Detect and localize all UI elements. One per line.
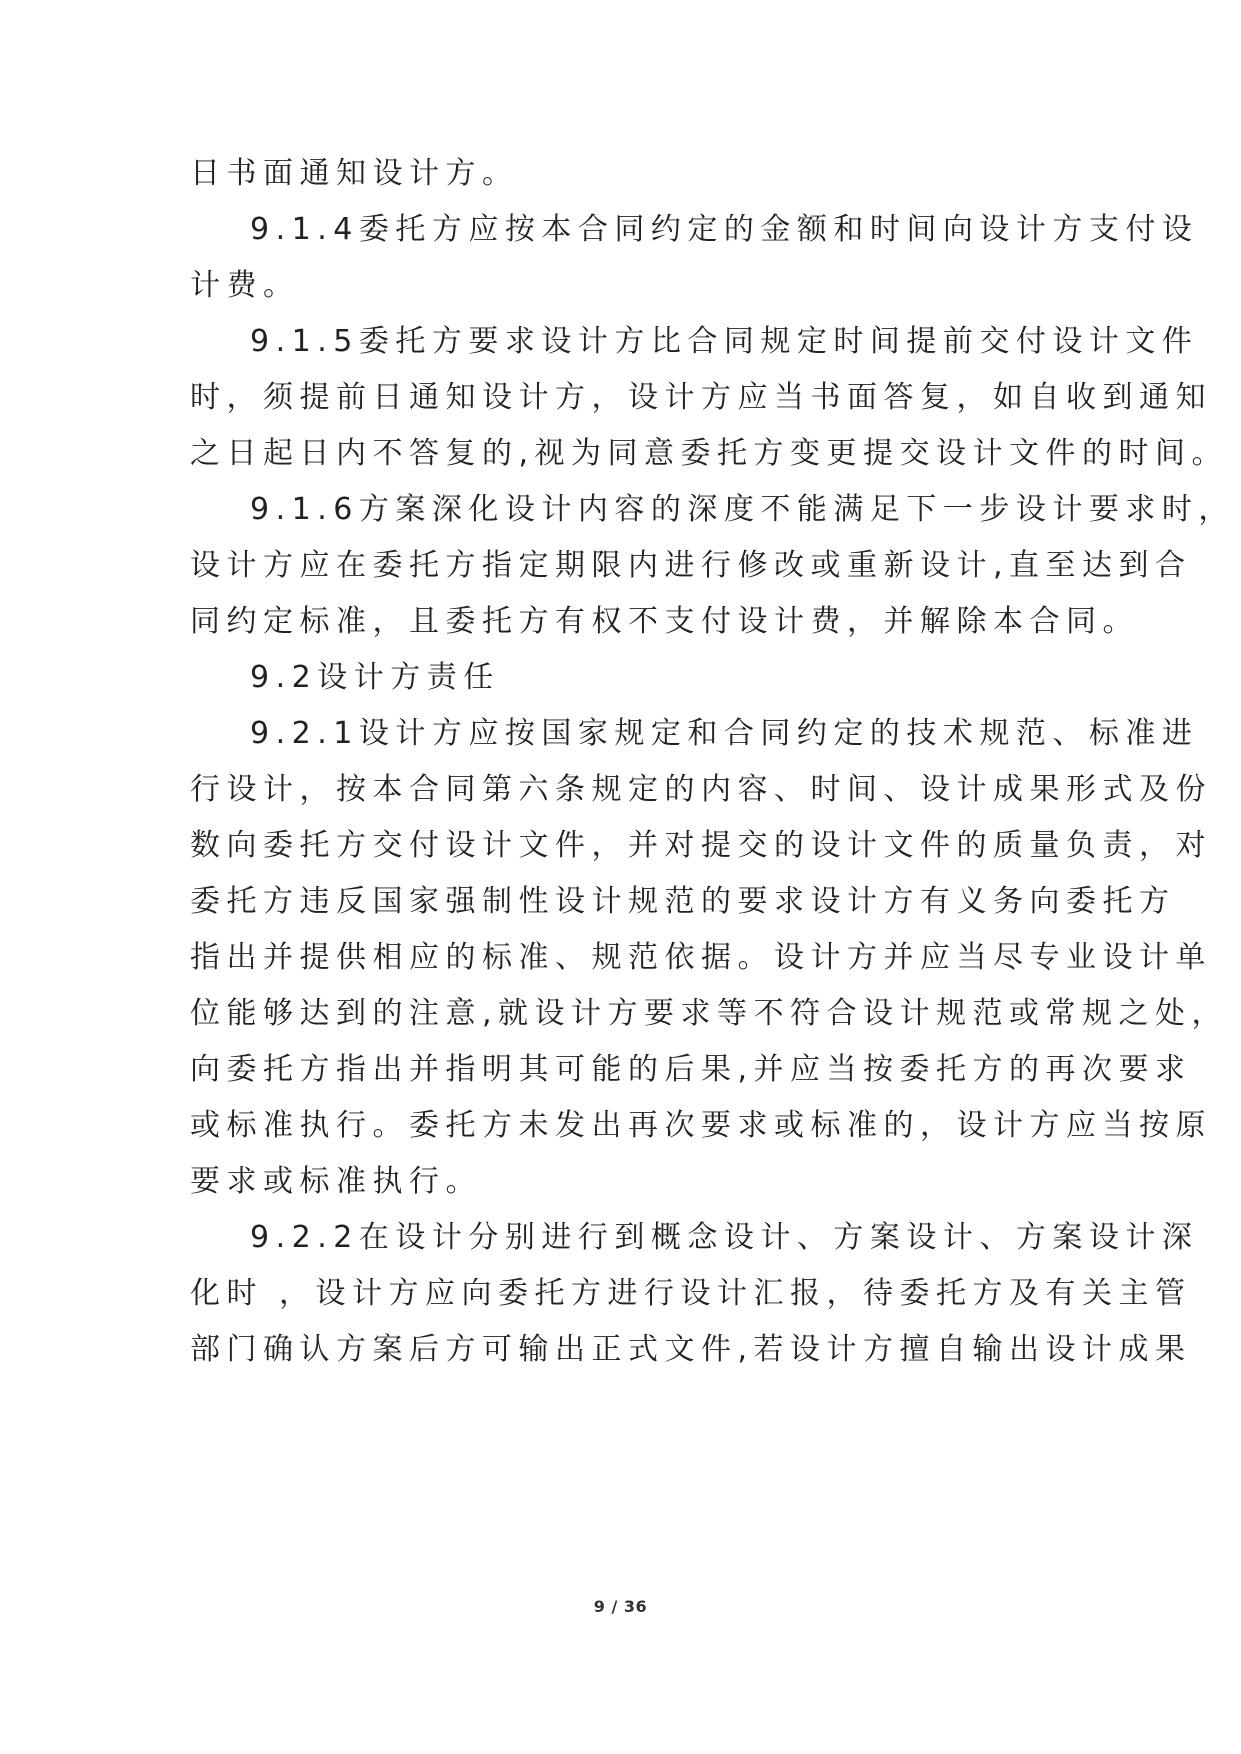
clause-9-1-4: 9.1.4委托方应按本合同约定的金额和时间向设计方支付设 (250, 212, 1199, 247)
section-heading-9-2: 9.2设计方责任 (250, 660, 500, 695)
text-line: 部门确认方案后方可输出正式文件,若设计方擅自输出设计成果 (190, 1332, 1192, 1367)
text-line: 时，须提前日通知设计方，设计方应当书面答复，如自收到通知 (190, 380, 1212, 415)
clause-9-1-6: 9.1.6方案深化设计内容的深度不能满足下一步设计要求时， (250, 492, 1235, 527)
page-number: 9 / 36 (593, 1597, 648, 1616)
text-line: 位能够达到的注意,就设计方要求等不符合设计规范或常规之处， (190, 996, 1229, 1031)
text-line: 行设计，按本合同第六条规定的内容、时间、设计成果形式及份 (190, 772, 1212, 807)
text-line: 要求或标准执行。 (190, 1164, 482, 1199)
text-line: 化时 ，设计方应向委托方进行设计汇报，待委托方及有关主管 (190, 1276, 1192, 1311)
text-line: 指出并提供相应的标准、规范依据。设计方并应当尽专业设计单 (190, 940, 1212, 975)
text-line: 日书面通知设计方。 (190, 156, 519, 191)
text-line: 同约定标准，且委托方有权不支付设计费，并解除本合同。 (190, 604, 1139, 639)
text-line: 数向委托方交付设计文件，并对提交的设计文件的质量负责，对 (190, 828, 1212, 863)
clause-9-2-1: 9.2.1设计方应按国家规定和合同约定的技术规范、标准进 (250, 716, 1199, 751)
text-line: 委托方违反国家强制性设计规范的要求设计方有义务向委托方 (190, 884, 1176, 919)
clause-9-1-5: 9.1.5委托方要求设计方比合同规定时间提前交付设计文件 (250, 324, 1199, 359)
text-line: 向委托方指出并指明其可能的后果,并应当按委托方的再次要求 (190, 1052, 1192, 1087)
text-line: 设计方应在委托方指定期限内进行修改或重新设计,直至达到合 (190, 548, 1192, 583)
text-line: 或标准执行。委托方未发出再次要求或标准的，设计方应当按原 (190, 1108, 1212, 1143)
clause-9-2-2: 9.2.2在设计分别进行到概念设计、方案设计、方案设计深 (250, 1220, 1199, 1255)
text-line: 之日起日内不答复的,视为同意委托方变更提交设计文件的时间。 (190, 436, 1229, 471)
text-line: 计费。 (190, 268, 300, 303)
